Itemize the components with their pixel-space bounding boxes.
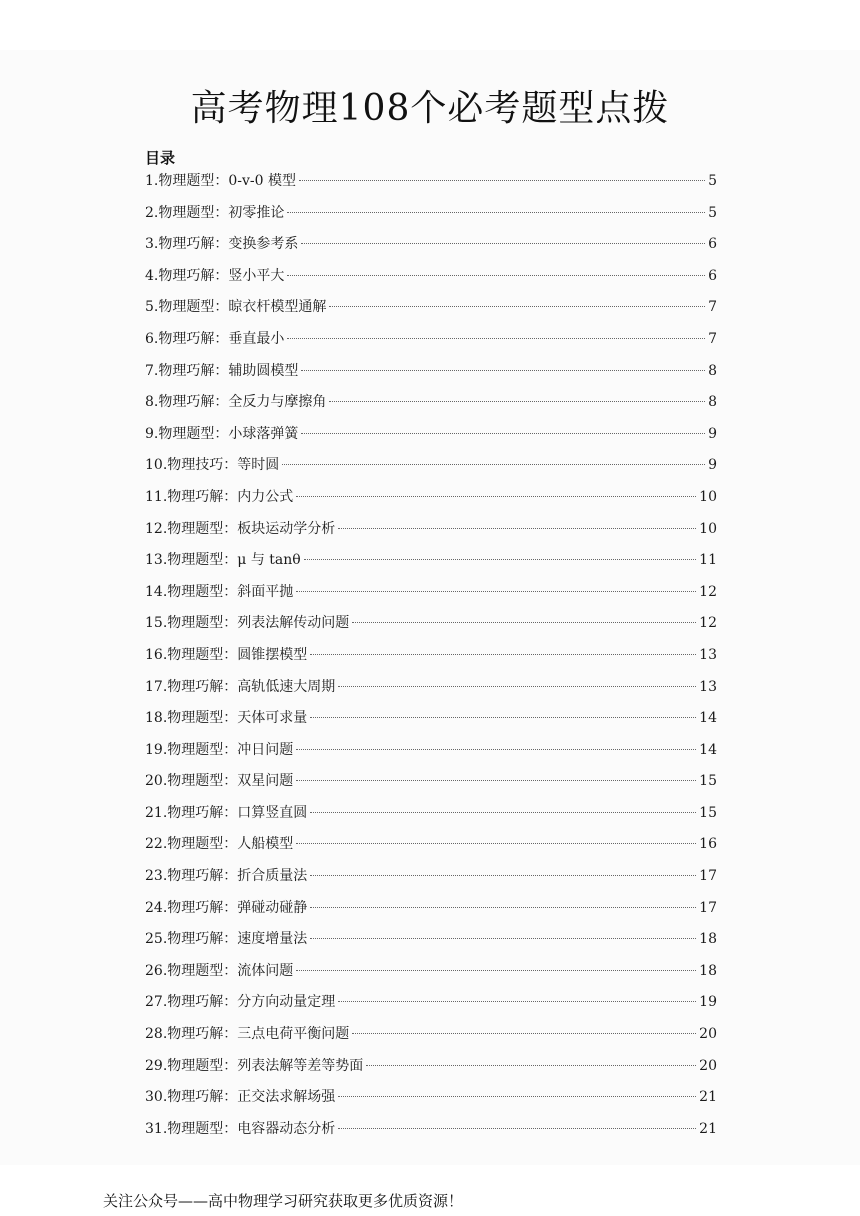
- toc-entry-page-number[interactable]: 17: [699, 868, 717, 885]
- toc-entry-page-number[interactable]: 8: [708, 394, 717, 411]
- toc-dot-leader: [352, 1033, 696, 1034]
- toc-dot-leader: [287, 338, 705, 339]
- toc-entry-page-number[interactable]: 13: [699, 646, 717, 663]
- toc-dot-leader: [352, 622, 696, 623]
- toc-dot-leader: [310, 717, 696, 718]
- toc-entry[interactable]: [145, 265, 717, 297]
- toc-entry-page-number[interactable]: 12: [699, 615, 717, 632]
- toc-entry-page-number[interactable]: 21: [699, 1089, 717, 1106]
- toc-entry-page-number[interactable]: 14: [699, 741, 717, 758]
- toc-entry-label[interactable]: 22.物理题型：人船模型: [145, 836, 294, 853]
- toc-entry[interactable]: [145, 296, 717, 328]
- toc-entry[interactable]: [145, 707, 717, 739]
- toc-entry-label[interactable]: 26.物理题型：流体问题: [145, 962, 294, 979]
- toc-entry-page-number[interactable]: 19: [699, 994, 717, 1011]
- toc-entry-page-number[interactable]: 10: [699, 488, 717, 505]
- toc-dot-leader: [329, 401, 705, 402]
- toc-entry-page-number[interactable]: 8: [708, 362, 717, 379]
- toc-dot-leader: [299, 180, 705, 181]
- toc-entry[interactable]: [145, 518, 717, 550]
- toc-entry[interactable]: [145, 233, 717, 265]
- toc-dot-leader: [338, 528, 696, 529]
- toc-entry[interactable]: [145, 1118, 717, 1150]
- toc-entry-label[interactable]: 16.物理题型：圆锥摆模型: [145, 646, 308, 663]
- toc-entry-page-number[interactable]: 5: [708, 173, 717, 189]
- toc-dot-leader: [296, 970, 696, 971]
- toc-dot-leader: [310, 812, 696, 813]
- toc-entry[interactable]: [145, 170, 717, 202]
- toc-dot-leader: [287, 275, 705, 276]
- toc-entry-page-number[interactable]: 21: [699, 1120, 717, 1137]
- toc-entry[interactable]: [145, 960, 717, 992]
- toc-dot-leader: [366, 1065, 696, 1066]
- toc-dot-leader: [301, 370, 705, 371]
- toc-entry[interactable]: [145, 991, 717, 1023]
- toc-entry[interactable]: [145, 454, 717, 486]
- toc-entry-page-number[interactable]: 12: [699, 583, 717, 600]
- toc-dot-leader: [338, 686, 696, 687]
- toc-dot-leader: [310, 875, 696, 876]
- toc-entry[interactable]: [145, 833, 717, 865]
- toc-entry-label[interactable]: 18.物理题型：天体可求量: [145, 710, 308, 727]
- toc-dot-leader: [310, 654, 696, 655]
- toc-entry-page-number[interactable]: 16: [699, 836, 717, 853]
- toc-entry-page-number[interactable]: 9: [708, 457, 717, 474]
- toc-entry-label[interactable]: 30.物理巧解：正交法求解场强: [145, 1089, 336, 1106]
- toc-entry-label[interactable]: 29.物理题型：列表法解等差等势面: [145, 1057, 364, 1074]
- toc-dot-leader: [304, 559, 696, 560]
- toc-entry-label[interactable]: 19.物理题型：冲日问题: [145, 741, 294, 758]
- toc-entry-label[interactable]: 6.物理巧解：垂直最小: [145, 330, 285, 347]
- toc-dot-leader: [310, 907, 696, 908]
- toc-entry-label[interactable]: 25.物理巧解：速度增量法: [145, 931, 308, 948]
- toc-dot-leader: [338, 1128, 696, 1129]
- toc-dot-leader: [301, 243, 705, 244]
- toc-entry-page-number[interactable]: 7: [708, 330, 717, 347]
- toc-entry[interactable]: [145, 897, 717, 929]
- toc-entry-label[interactable]: 14.物理题型：斜面平抛: [145, 583, 294, 600]
- toc-entry-label[interactable]: 8.物理巧解：全反力与摩擦角: [145, 394, 327, 411]
- toc-entry[interactable]: [145, 739, 717, 771]
- toc-entry[interactable]: [145, 676, 717, 708]
- toc-entry-label[interactable]: 20.物理题型：双星问题: [145, 773, 294, 790]
- table-of-contents: [145, 170, 717, 1149]
- toc-dot-leader: [296, 591, 696, 592]
- toc-entry[interactable]: [145, 612, 717, 644]
- toc-entry[interactable]: [145, 423, 717, 455]
- toc-entry-page-number[interactable]: 11: [699, 552, 717, 569]
- toc-entry-page-number[interactable]: 18: [699, 962, 717, 979]
- toc-entry-label[interactable]: 10.物理技巧：等时圆: [145, 457, 280, 474]
- toc-entry-label[interactable]: 11.物理巧解：内力公式: [145, 488, 294, 505]
- toc-entry-label[interactable]: 4.物理巧解：竖小平大: [145, 267, 285, 284]
- toc-entry[interactable]: [145, 202, 717, 234]
- toc-dot-leader: [296, 780, 696, 781]
- toc-dot-leader: [296, 843, 696, 844]
- toc-entry[interactable]: [145, 1055, 717, 1087]
- toc-entry[interactable]: [145, 1086, 717, 1118]
- toc-entry-page-number[interactable]: 7: [708, 299, 717, 316]
- toc-entry[interactable]: [145, 549, 717, 581]
- toc-entry-label[interactable]: 27.物理巧解：分方向动量定理: [145, 994, 336, 1011]
- toc-dot-leader: [287, 212, 705, 213]
- toc-entry-label[interactable]: 17.物理巧解：高轨低速大周期: [145, 678, 336, 695]
- toc-dot-leader: [338, 1001, 696, 1002]
- toc-entry[interactable]: [145, 1023, 717, 1055]
- toc-entry-label[interactable]: 1.物理题型：0-v-0 模型: [145, 173, 296, 189]
- toc-entry-label[interactable]: 24.物理巧解：弹碰动碰静: [145, 899, 308, 916]
- toc-entry-page-number[interactable]: 9: [708, 425, 717, 442]
- toc-entry[interactable]: [145, 802, 717, 834]
- toc-entry[interactable]: [145, 581, 717, 613]
- toc-dot-leader: [310, 938, 696, 939]
- toc-dot-leader: [296, 496, 696, 497]
- toc-entry[interactable]: [145, 865, 717, 897]
- toc-entry-label[interactable]: 2.物理题型：初零推论: [145, 204, 285, 221]
- toc-dot-leader: [338, 1096, 696, 1097]
- toc-entry-page-number[interactable]: 20: [699, 1026, 717, 1043]
- toc-entry-page-number[interactable]: 15: [699, 804, 717, 821]
- toc-entry[interactable]: [145, 391, 717, 423]
- toc-entry-page-number[interactable]: 15: [699, 773, 717, 790]
- toc-entry-label[interactable]: 7.物理巧解：辅助圆模型: [145, 362, 299, 379]
- toc-entry[interactable]: [145, 770, 717, 802]
- toc-entry-page-number[interactable]: 17: [699, 899, 717, 916]
- toc-entry-page-number[interactable]: 5: [708, 204, 717, 221]
- toc-entry-page-number[interactable]: 18: [699, 931, 717, 948]
- toc-dot-leader: [282, 464, 705, 465]
- toc-entry-page-number[interactable]: 6: [708, 236, 717, 253]
- toc-entry-label[interactable]: 13.物理题型：μ 与 tanθ: [145, 552, 301, 569]
- toc-entry[interactable]: [145, 328, 717, 360]
- toc-entry-label[interactable]: 21.物理巧解：口算竖直圆: [145, 804, 308, 821]
- toc-entry-label[interactable]: 23.物理巧解：折合质量法: [145, 868, 308, 885]
- toc-entry[interactable]: [145, 928, 717, 960]
- toc-entry-label[interactable]: 31.物理题型：电容器动态分析: [145, 1120, 336, 1137]
- toc-entry-page-number[interactable]: 13: [699, 678, 717, 695]
- toc-entry-page-number[interactable]: 20: [699, 1057, 717, 1074]
- toc-entry[interactable]: [145, 360, 717, 392]
- toc-entry-page-number[interactable]: 6: [708, 267, 717, 284]
- document-title: 高考物理108个必考题型点拨: [190, 88, 670, 129]
- toc-dot-leader: [296, 749, 696, 750]
- toc-dot-leader: [329, 306, 705, 307]
- toc-entry-label[interactable]: 15.物理题型：列表法解传动问题: [145, 615, 350, 632]
- toc-entry-page-number[interactable]: 10: [699, 520, 717, 537]
- toc-entry-label[interactable]: 12.物理题型：板块运动学分析: [145, 520, 336, 537]
- toc-entry-label[interactable]: 9.物理题型：小球落弹簧: [145, 425, 299, 442]
- toc-entry-label[interactable]: 3.物理巧解：变换参考系: [145, 236, 299, 253]
- toc-entry[interactable]: [145, 486, 717, 518]
- toc-entry-label[interactable]: 28.物理巧解：三点电荷平衡问题: [145, 1026, 350, 1043]
- footer-note: 关注公众号——高中物理学习研究获取更多优质资源！: [103, 1192, 464, 1210]
- toc-dot-leader: [301, 433, 705, 434]
- toc-entry-label[interactable]: 5.物理题型：晾衣杆模型通解: [145, 299, 327, 316]
- toc-heading: 目录: [145, 149, 176, 167]
- toc-entry[interactable]: [145, 644, 717, 676]
- toc-entry-page-number[interactable]: 14: [699, 710, 717, 727]
